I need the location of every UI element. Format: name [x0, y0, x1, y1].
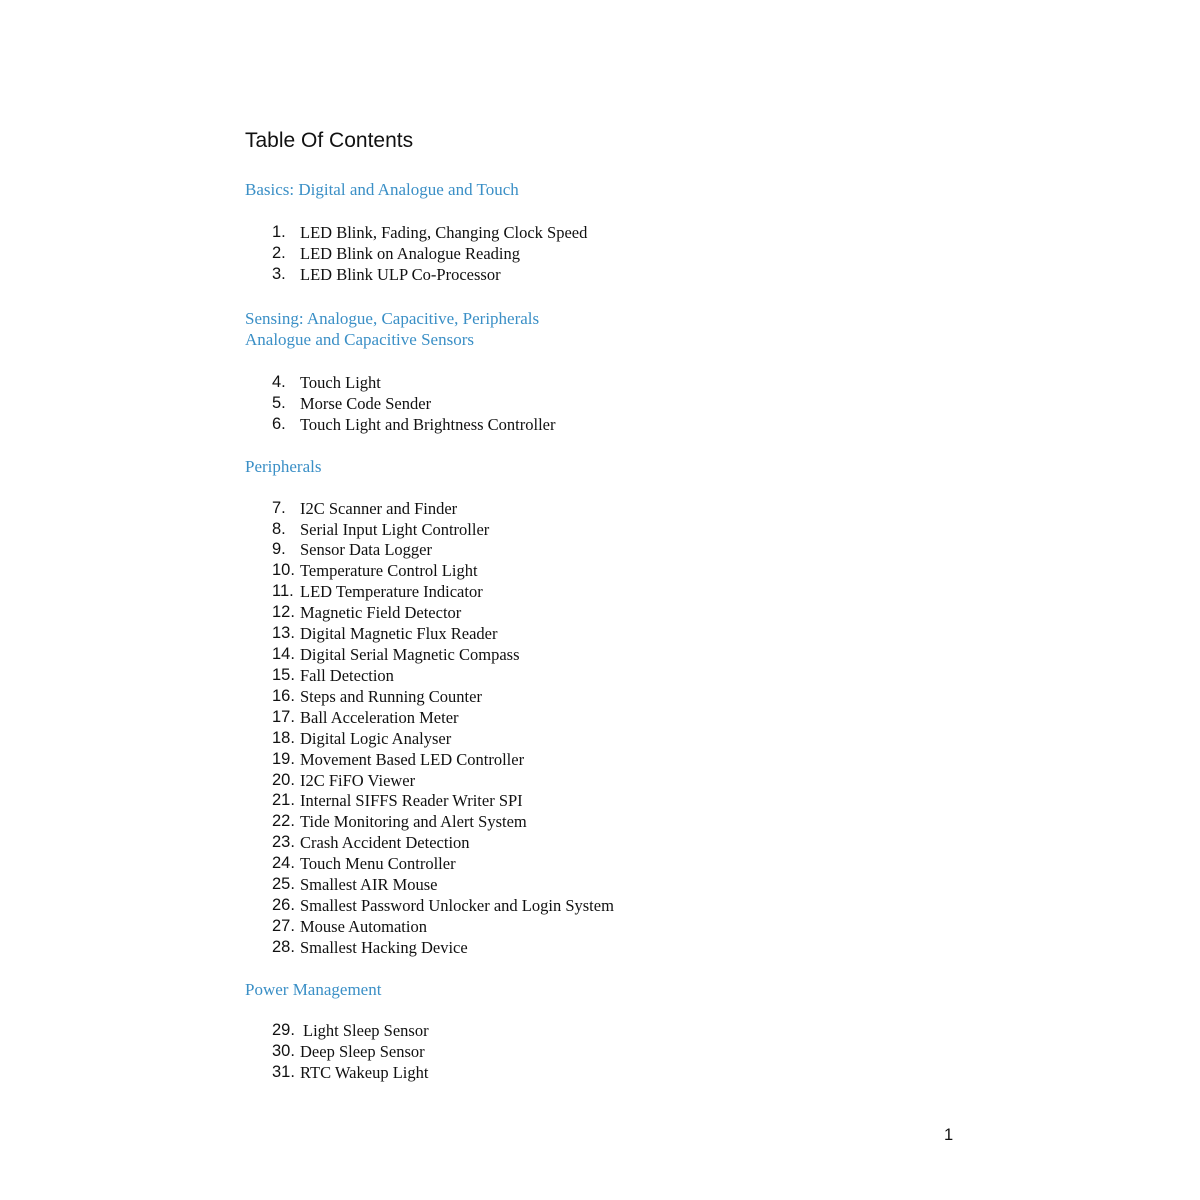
- item-number: 12.: [272, 603, 295, 621]
- item-number: 31.: [272, 1063, 295, 1081]
- item-number: 11.: [272, 582, 294, 600]
- item-number: 25.: [272, 875, 295, 893]
- item-label: Touch Menu Controller: [300, 854, 456, 873]
- item-label: Internal SIFFS Reader Writer SPI: [300, 791, 523, 810]
- item-number: 27.: [272, 917, 295, 935]
- item-label: Morse Code Sender: [300, 394, 432, 413]
- item-number: 15.: [272, 666, 295, 684]
- item-label: Light Sleep Sensor: [303, 1021, 429, 1040]
- section-heading-sensing[interactable]: Sensing: Analogue, Capacitive, Peripherals: [245, 309, 540, 328]
- item-number: 5.: [272, 394, 286, 412]
- item-number: 16.: [272, 687, 295, 705]
- item-label: Smallest Password Unlocker and Login System: [300, 896, 614, 915]
- item-label: Digital Logic Analyser: [300, 729, 452, 748]
- item-number: 23.: [272, 833, 295, 851]
- item-label: Ball Acceleration Meter: [300, 708, 459, 727]
- item-number: 1.: [272, 223, 286, 241]
- item-label: Deep Sleep Sensor: [300, 1042, 425, 1061]
- section-heading-power-management[interactable]: Power Management: [245, 980, 382, 999]
- item-number: 4.: [272, 373, 286, 391]
- item-label: LED Temperature Indicator: [300, 582, 483, 601]
- item-number: 18.: [272, 729, 295, 747]
- item-label: Sensor Data Logger: [300, 540, 432, 559]
- item-label: RTC Wakeup Light: [300, 1063, 429, 1082]
- item-label: Movement Based LED Controller: [300, 750, 525, 769]
- item-label: LED Blink ULP Co-Processor: [300, 265, 501, 284]
- item-label: Magnetic Field Detector: [300, 603, 462, 622]
- item-label: Digital Serial Magnetic Compass: [300, 645, 520, 664]
- item-label: Crash Accident Detection: [300, 833, 470, 852]
- item-label: Steps and Running Counter: [300, 687, 482, 706]
- item-label: Serial Input Light Controller: [300, 520, 490, 539]
- item-number: 2.: [272, 244, 286, 262]
- item-number: 20.: [272, 771, 295, 789]
- item-number: 17.: [272, 708, 295, 726]
- item-number: 13.: [272, 624, 295, 642]
- item-number: 21.: [272, 791, 295, 809]
- item-number: 8.: [272, 520, 286, 538]
- item-label: Mouse Automation: [300, 917, 427, 936]
- item-number: 24.: [272, 854, 295, 872]
- item-number: 30.: [272, 1042, 295, 1060]
- item-label: LED Blink on Analogue Reading: [300, 244, 520, 263]
- item-label: Smallest Hacking Device: [300, 938, 468, 957]
- item-number: 9.: [272, 540, 286, 558]
- section-heading-analogue-capacitive[interactable]: Analogue and Capacitive Sensors: [245, 330, 474, 349]
- item-number: 29.: [272, 1021, 295, 1039]
- item-label: Temperature Control Light: [300, 561, 478, 580]
- item-label: Tide Monitoring and Alert System: [300, 812, 527, 831]
- item-number: 26.: [272, 896, 295, 914]
- item-number: 3.: [272, 265, 286, 283]
- section-heading-peripherals[interactable]: Peripherals: [245, 457, 322, 476]
- item-label: Digital Magnetic Flux Reader: [300, 624, 498, 643]
- page-number: 1: [944, 1126, 954, 1144]
- section-heading-basics[interactable]: Basics: Digital and Analogue and Touch: [245, 180, 519, 199]
- item-number: 28.: [272, 938, 295, 956]
- item-label: Touch Light and Brightness Controller: [300, 415, 556, 434]
- item-label: LED Blink, Fading, Changing Clock Speed: [300, 223, 588, 242]
- item-number: 22.: [272, 812, 295, 830]
- item-label: I2C FiFO Viewer: [300, 771, 416, 790]
- item-label: Smallest AIR Mouse: [300, 875, 438, 894]
- item-label: Touch Light: [300, 373, 381, 392]
- item-label: I2C Scanner and Finder: [300, 499, 458, 518]
- item-label: Fall Detection: [300, 666, 394, 685]
- item-number: 6.: [272, 415, 286, 433]
- item-number: 19.: [272, 750, 295, 768]
- item-number: 10.: [272, 561, 295, 579]
- item-number: 7.: [272, 499, 286, 517]
- item-number: 14.: [272, 645, 295, 663]
- page-title: Table Of Contents: [245, 129, 414, 152]
